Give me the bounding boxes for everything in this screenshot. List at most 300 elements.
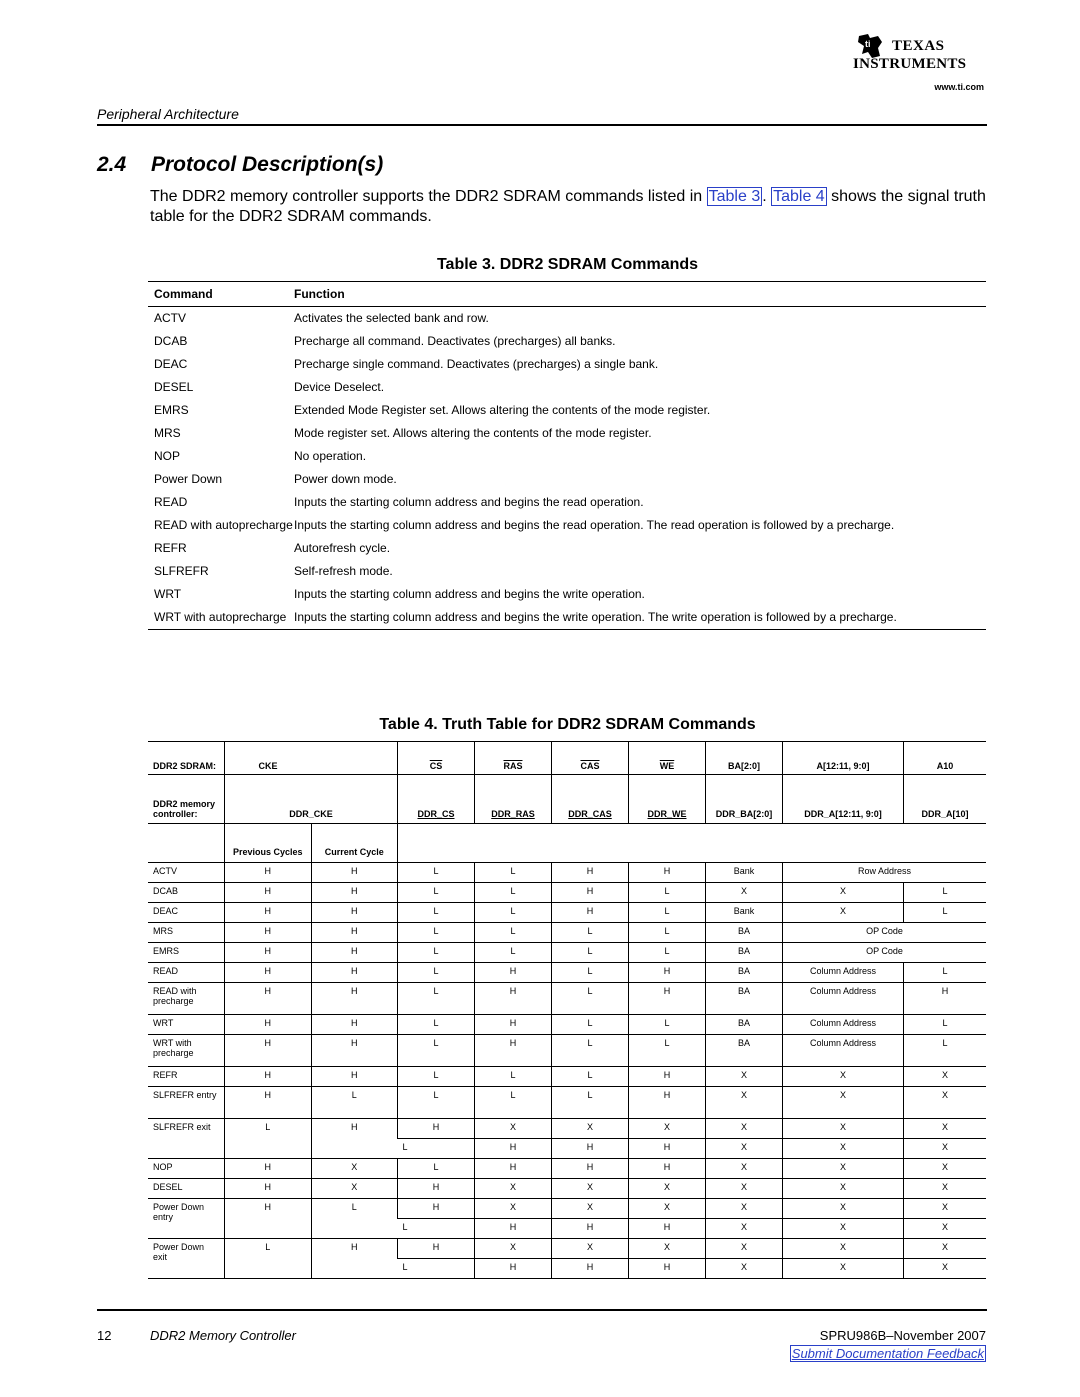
ddr-cs-signal: DDR_CS [417, 809, 455, 819]
table4-command-cell: WRT [148, 1015, 225, 1035]
table4-cell: H [225, 1199, 312, 1239]
table4-row [148, 983, 986, 1015]
cs-signal: $\overline{CS}$ [429, 761, 443, 771]
table4-cell: L [552, 983, 629, 1015]
table4-command-cell: NOP [148, 1159, 225, 1179]
table4-cell: L [398, 863, 475, 883]
table4-h-cs [398, 742, 475, 775]
table4-cell: Column Address [783, 963, 904, 983]
running-head: Peripheral Architecture [97, 106, 239, 122]
table3-row [148, 514, 986, 537]
table4-command-cell: DEAC [148, 903, 225, 923]
svg-text:ti: ti [865, 39, 871, 49]
table4-h-previous: Previous Cycles [225, 824, 312, 863]
table4-cell: OP Code [783, 943, 987, 963]
table3-row [148, 606, 986, 629]
table4-cell: X [904, 1239, 987, 1259]
table3-row [148, 537, 986, 560]
table4-cell: L [475, 863, 552, 883]
table4-cell: X [629, 1119, 706, 1139]
table3-row [148, 491, 986, 514]
intro-text-3: shows the signal truth table for the DDR2 SDRAM commands. [150, 188, 986, 225]
table3-command-cell: READ with autoprecharge [154, 518, 293, 532]
table4-cell: L [552, 923, 629, 943]
table4-cell: X [783, 1199, 904, 1219]
table4-cell: X [706, 1067, 783, 1087]
table4-cell: H [629, 1139, 706, 1159]
table4-cell: H [225, 963, 312, 983]
table3-function-cell: Inputs the starting column address and begins the read operation. [294, 495, 644, 509]
table4-row [148, 963, 986, 983]
table4-cell: H [225, 903, 312, 923]
table4-row [148, 883, 986, 903]
table4-cell: H [629, 1259, 706, 1279]
table4-h-a: A[12:11, 9:0] [783, 742, 904, 775]
table4-cell: L [475, 923, 552, 943]
table3-caption: Table 3. DDR2 SDRAM Commands [436, 256, 699, 273]
table4-cell: H [311, 903, 398, 923]
table4-cell: X [311, 1159, 398, 1179]
table4-cell: X [706, 1159, 783, 1179]
table4-h-current: Current Cycle [311, 824, 398, 863]
table4-cell: H [552, 1219, 629, 1239]
table3-command-cell: MRS [154, 426, 181, 440]
table4-row [148, 1159, 986, 1179]
table4-cell: Column Address [783, 1015, 904, 1035]
table4-cell: BA [706, 1035, 783, 1067]
table4-cell: X [783, 1259, 904, 1279]
section-number: 2.4 [97, 153, 127, 176]
table4-cell: BA [706, 943, 783, 963]
table4-cell: Bank [706, 863, 783, 883]
table4-cell: X [783, 1087, 904, 1119]
table4-cell: X [904, 1067, 987, 1087]
table3-row [148, 353, 986, 376]
table4-cell: X [706, 1179, 783, 1199]
table4-cell: H [225, 943, 312, 963]
table3-function-cell: Power down mode. [294, 472, 397, 486]
table3 [148, 281, 986, 630]
table4-cell: X [904, 1139, 987, 1159]
table4-cell: X [552, 1239, 629, 1259]
table3-command-cell: DCAB [154, 334, 188, 348]
table4-cell: L [398, 1159, 475, 1179]
ddr-ras-signal: DDR_RAS [491, 809, 535, 819]
table4-cell: H [398, 1199, 475, 1219]
table4-cell: X [783, 1119, 904, 1139]
table3-row [148, 445, 986, 468]
table3-command-cell: REFR [154, 541, 187, 555]
table3-row [148, 307, 986, 330]
table4-cell: X [904, 1219, 987, 1239]
table4-command-cell: MRS [148, 923, 225, 943]
table3-command-cell: DEAC [154, 357, 188, 371]
table4-cell: H [311, 1035, 398, 1067]
table4-cell: X [783, 1139, 904, 1159]
table4-command-cell: Power Down entry [148, 1199, 225, 1239]
table4-cell: H [225, 1179, 312, 1199]
table4-cell: X [783, 883, 904, 903]
table3-function-cell: Extended Mode Register set. Allows altering the contents of the mode register. [294, 403, 711, 417]
table3-header-row [148, 282, 986, 306]
table3-header-command: Command [154, 287, 213, 301]
table4-h-sdram-label: DDR2 SDRAM: [148, 742, 225, 775]
table4-cell: X [629, 1179, 706, 1199]
table4-command-cell: REFR [148, 1067, 225, 1087]
table4-cell: H [225, 1015, 312, 1035]
table3-function-cell: Activates the selected bank and row. [294, 311, 489, 325]
table4-cell: BA [706, 983, 783, 1015]
table4-cell: X [783, 1219, 904, 1239]
table3-body [148, 307, 986, 629]
table3-command-cell: SLFREFR [154, 564, 209, 578]
intro-text-1: The DDR2 memory controller supports the DDR2 SDRAM commands listed in [150, 188, 707, 205]
table4-h-cycle-blank [148, 824, 225, 863]
table4-cell: H [311, 1015, 398, 1035]
table4-cell: X [706, 1239, 783, 1259]
table4-cell: X [706, 883, 783, 903]
table4-cell: H [311, 963, 398, 983]
table3-command-cell: WRT [154, 587, 182, 601]
table4-cell: Column Address [783, 1035, 904, 1067]
table4-cell: H [475, 1015, 552, 1035]
table4-cell: H [225, 863, 312, 883]
table4-h-ba: BA[2:0] [706, 742, 783, 775]
table4-row [148, 863, 986, 883]
footer-doc-id: SPRU986B–November 2007 [819, 1328, 986, 1343]
table4-cell: X [552, 1179, 629, 1199]
section-title-text: Protocol Description(s) [151, 153, 384, 176]
table4-cell: L [398, 1067, 475, 1087]
table3-function-cell: Autorefresh cycle. [294, 541, 391, 555]
table4-cell: X [475, 1119, 552, 1139]
table4-cell: H [225, 1035, 312, 1067]
table4-cell: H [311, 1239, 398, 1279]
table4-cell: L [629, 883, 706, 903]
table3-row [148, 399, 986, 422]
table4-cell: X [904, 1259, 987, 1279]
table3-command-cell: READ [154, 495, 188, 509]
table3-function-cell: Mode register set. Allows altering the contents of the mode register. [294, 426, 652, 440]
table4-cell: L [311, 1199, 398, 1239]
table4-h-ddr-cke: DDR_CKE [225, 775, 398, 824]
table4-command-cell: WRT with precharge [148, 1035, 225, 1067]
table4-cell: L [398, 1259, 475, 1279]
table4-cell: L [475, 1067, 552, 1087]
table3-function-cell: Self-refresh mode. [294, 564, 393, 578]
table4-cell: H [311, 983, 398, 1015]
table3-command-cell: Power Down [154, 472, 223, 486]
table4-command-cell: Power Down exit [148, 1239, 225, 1279]
table4-cell: BA [706, 923, 783, 943]
table4-cell: X [783, 903, 904, 923]
feedback-link[interactable]: Submit Documentation Feedback [791, 1346, 984, 1361]
table4-command-cell: READ [148, 963, 225, 983]
table4-cell: L [629, 903, 706, 923]
table4-cell: X [552, 1119, 629, 1139]
table4-cell: H [311, 863, 398, 883]
table4-row [148, 1239, 986, 1259]
table4-h-cas [552, 742, 629, 775]
table4-cell: L [475, 943, 552, 963]
table4 [148, 741, 986, 1279]
we-signal: $\overline{WE}$ [659, 761, 675, 771]
ddr-cas-signal: DDR_CAS [568, 809, 612, 819]
table4-command-cell: SLFREFR exit [148, 1119, 225, 1159]
table4-row [148, 1015, 986, 1035]
table4-cell: X [783, 1159, 904, 1179]
table4-command-cell: DCAB [148, 883, 225, 903]
table3-function-cell: Device Deselect. [294, 380, 385, 394]
table4-cell: X [475, 1179, 552, 1199]
footer-doc-title: DDR2 Memory Controller [150, 1328, 296, 1343]
table4-cell: H [629, 983, 706, 1015]
table3-header-function: Function [294, 287, 345, 301]
table4-cell: X [904, 1087, 987, 1119]
table4-row [148, 1179, 986, 1199]
table3-row [148, 468, 986, 491]
table4-cell: L [398, 903, 475, 923]
table3-function-cell: Inputs the starting column address and begins the write operation. The write operation is followed by a precharge. [294, 610, 897, 624]
table4-cell: L [225, 1119, 312, 1159]
table4-cell: L [398, 1139, 475, 1159]
table4-cell: H [225, 1159, 312, 1179]
table4-cell: X [904, 1179, 987, 1199]
table3-bottom-rule [148, 629, 986, 630]
table4-cell: H [398, 1239, 475, 1259]
table4-h-ddr-a: DDR_A[12:11, 9:0] [783, 775, 904, 824]
table4-header-sdram [148, 742, 986, 775]
table4-row [148, 1199, 986, 1219]
table4-cell: X [904, 1199, 987, 1219]
table4-cell: L [552, 1087, 629, 1119]
table4-cell: L [398, 883, 475, 903]
table4-cell: H [311, 883, 398, 903]
table4-cell: L [629, 1035, 706, 1067]
table4-cell: H [475, 1035, 552, 1067]
table4-cell: X [706, 1219, 783, 1239]
table4-cell: H [552, 903, 629, 923]
table4-cell: X [629, 1239, 706, 1259]
header-rule [97, 124, 987, 126]
table3-function-cell: Inputs the starting column address and begins the read operation. The read operation is followed by a precharge. [294, 518, 895, 532]
table4-cell: H [629, 1159, 706, 1179]
table4-command-cell: EMRS [148, 943, 225, 963]
table4-cell: H [904, 983, 987, 1015]
table4-cell: X [475, 1199, 552, 1219]
table4-h-ras [475, 742, 552, 775]
table4-cell: L [552, 1067, 629, 1087]
table4-cell: L [398, 1219, 475, 1239]
table4-cell: H [225, 923, 312, 943]
table4-h-cke: CKE [225, 742, 312, 775]
table4-cell: L [398, 983, 475, 1015]
table4-cell: L [552, 1015, 629, 1035]
table4-header-cycles [148, 824, 986, 863]
table4-cell: X [783, 1179, 904, 1199]
table4-cell: H [398, 1119, 475, 1139]
table4-cell: L [552, 1035, 629, 1067]
table3-command-cell: DESEL [154, 380, 194, 394]
ti-logo [852, 32, 984, 94]
table4-cell: H [475, 1259, 552, 1279]
table4-h-cycle-fill [398, 824, 987, 863]
table4-cell: L [904, 883, 987, 903]
table4-caption: Table 4. Truth Table for DDR2 SDRAM Commands [379, 716, 756, 733]
table4-cell: L [398, 923, 475, 943]
table3-command-cell: NOP [154, 449, 181, 463]
table4-row [148, 1035, 986, 1067]
table4-cell: L [475, 1087, 552, 1119]
table4-cell: X [552, 1199, 629, 1219]
table4-row [148, 1087, 986, 1119]
table4-cell: X [706, 1259, 783, 1279]
table4-row [148, 923, 986, 943]
table4-h-cke-blank [311, 742, 398, 775]
table4-cell: Row Address [783, 863, 987, 883]
table4-cell: BA [706, 963, 783, 983]
logo-url[interactable]: www.ti.com [934, 82, 984, 92]
table3-row [148, 583, 986, 606]
table4-cell: X [706, 1119, 783, 1139]
table4-cell: H [552, 1139, 629, 1159]
table4-cell: X [311, 1179, 398, 1199]
table4-cell: L [629, 923, 706, 943]
table4-cell: L [475, 883, 552, 903]
table4-cell: H [475, 1219, 552, 1239]
table4-body [148, 863, 986, 1279]
table4-cell: Column Address [783, 983, 904, 1015]
table4-row [148, 1067, 986, 1087]
xref-table4-link[interactable]: Table 4 [773, 188, 825, 205]
table4-cell: X [706, 1199, 783, 1219]
table4-cell: L [552, 963, 629, 983]
table4-cell: L [904, 903, 987, 923]
table4-command-cell: DESEL [148, 1179, 225, 1199]
table3-function-cell: Precharge single command. Deactivates (precharges) a single bank. [294, 357, 659, 371]
table4-cell: H [552, 863, 629, 883]
table4-cell: H [629, 863, 706, 883]
table4-cell: L [629, 943, 706, 963]
table4-cell: H [398, 1179, 475, 1199]
table4-cell: H [311, 1119, 398, 1159]
table4-h-ctrl-label: DDR2 memory controller: [148, 775, 225, 824]
table4-cell: H [475, 983, 552, 1015]
ddr-we-signal: DDR_WE [647, 809, 687, 819]
table4-h-ddr-we [629, 775, 706, 824]
footer-rule [97, 1309, 987, 1311]
table4-cell: H [311, 943, 398, 963]
table4-cell: X [706, 1139, 783, 1159]
table4-cell: L [904, 963, 987, 983]
table3-row [148, 560, 986, 583]
table4-command-cell: ACTV [148, 863, 225, 883]
table4-cell: H [225, 1067, 312, 1087]
table3-row [148, 330, 986, 353]
section-title [97, 153, 383, 177]
table4-cell: X [783, 1067, 904, 1087]
page-number: 12 [97, 1328, 112, 1343]
table4-cell: H [629, 1087, 706, 1119]
table4-row [148, 903, 986, 923]
table4-command-cell: READ with precharge [148, 983, 225, 1015]
table4-cell: X [904, 1159, 987, 1179]
table4-cell: H [552, 1259, 629, 1279]
table4-cell: L [398, 943, 475, 963]
table4-cell: H [225, 1087, 312, 1119]
intro-paragraph [150, 187, 990, 227]
table4-cell: X [475, 1239, 552, 1259]
ras-signal: $\overline{RAS}$ [503, 761, 523, 771]
logo-word-texas: TEXAS [892, 38, 945, 54]
table4-cell: X [706, 1087, 783, 1119]
intro-text-2: . [762, 188, 772, 205]
cas-signal: $\overline{CAS}$ [580, 761, 600, 771]
table4-command-cell: SLFREFR entry [148, 1087, 225, 1119]
table4-h-ddr-cs [398, 775, 475, 824]
table4-cell: H [475, 1159, 552, 1179]
table4-cell: L [398, 963, 475, 983]
table4-cell: H [552, 1159, 629, 1179]
table4-cell: H [475, 963, 552, 983]
table4-cell: L [398, 1015, 475, 1035]
table4-cell: H [475, 1139, 552, 1159]
table3-row [148, 376, 986, 399]
table4-h-we [629, 742, 706, 775]
table4-cell: X [629, 1199, 706, 1219]
table4-cell: H [629, 1219, 706, 1239]
table4-cell: L [311, 1087, 398, 1119]
table4-cell: L [629, 1015, 706, 1035]
xref-table3-link[interactable]: Table 3 [708, 188, 761, 205]
table4-cell: H [311, 1067, 398, 1087]
logo-word-instruments: INSTRUMENTS [853, 56, 967, 72]
table4-cell: H [629, 1067, 706, 1087]
table3-command-cell: EMRS [154, 403, 189, 417]
table4-cell: L [398, 1087, 475, 1119]
table4-cell: L [904, 1035, 987, 1067]
table4-h-ddr-a10: DDR_A[10] [904, 775, 987, 824]
table4-cell: H [629, 963, 706, 983]
table3-row [148, 422, 986, 445]
table4-row [148, 1119, 986, 1139]
table3-command-cell: ACTV [154, 311, 187, 325]
table4-cell: OP Code [783, 923, 987, 943]
table4-cell: L [904, 1015, 987, 1035]
table4-cell: X [783, 1239, 904, 1259]
table4-cell: L [552, 943, 629, 963]
table4-cell: BA [706, 1015, 783, 1035]
table4-row [148, 943, 986, 963]
table4-cell: H [552, 883, 629, 903]
table4-cell: H [225, 883, 312, 903]
table4-h-a10: A10 [904, 742, 987, 775]
table4-header-controller [148, 775, 986, 824]
table4-cell: H [311, 923, 398, 943]
table4-h-ddr-ras [475, 775, 552, 824]
table4-h-ddr-cas [552, 775, 629, 824]
table4-cell: L [225, 1239, 312, 1279]
table3-function-cell: Inputs the starting column address and begins the write operation. [294, 587, 645, 601]
table3-function-cell: No operation. [294, 449, 367, 463]
table4-h-ddr-ba: DDR_BA[2:0] [706, 775, 783, 824]
table3-function-cell: Precharge all command. Deactivates (precharges) all banks. [294, 334, 616, 348]
table4-cell: X [904, 1119, 987, 1139]
table4-cell: H [225, 983, 312, 1015]
table4-cell: L [398, 1035, 475, 1067]
table4-cell: L [475, 903, 552, 923]
table3-command-cell: WRT with autoprecharge [154, 610, 287, 624]
